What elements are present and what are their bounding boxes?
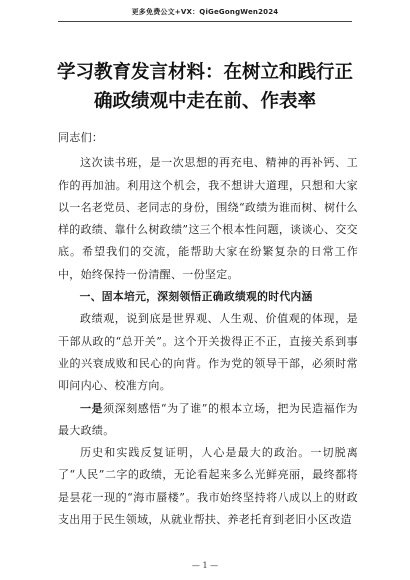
section-heading-1: 一、固本培元，深刻领悟正确政绩观的时代内涵 (79, 290, 313, 304)
header-divider (58, 21, 352, 22)
paragraph-history: 历史和实践反复证明，人心是最大的政治。一切脱离了“人民”二字的政绩，无论看起来多么光鲜亮丽，最终都将是昙花一现的“海市蜃楼”。我市始终坚持将八成以上的财政支出用于民生领域，从就业帮扶、养老托育到老旧小区改造 (58, 446, 358, 527)
document-title: 学习教育发言材料：在树立和践行正确政绩观中走在前、作表率 (56, 62, 353, 112)
point-one-text: 须深刻感悟“为了谁”的根本立场，把为民造福作为最大政绩。 (58, 401, 358, 437)
paragraph-political-view: 政绩观，说到底是世界观、人生观、价值观的体现，是干部从政的“总开关”。这个开关拨得正不正，直接关系到事业的兴衰成败和民心的向背。作为党的领导干部，必须时常叩问内心、校准方向。 (58, 312, 358, 393)
salutation: 同志们： (58, 131, 104, 144)
point-one-lead: 一是 (80, 401, 104, 415)
paragraph-point-one (58, 398, 358, 443)
document-body (58, 127, 358, 531)
paragraph-intro: 这次读书班，是一次思想的再充电、精神的再补钙、工作的再加油。利用这个机会，我不想讲大道理，只想和大家以一名老党员、老同志的身份，围绕“政绩为谁而树、树什么样的政绩、靠什么树政绩”这三个根本性问题，谈谈心、交交底。希望我们的交流，能帮助大家在纷繁复杂的日常工作中，始终保持一份清醒、一份坚定。 (58, 156, 358, 281)
top-banner: 更多免费公文+VX：QiGeGongWen2024 (131, 8, 279, 16)
page-number: — 1 — (191, 561, 219, 570)
